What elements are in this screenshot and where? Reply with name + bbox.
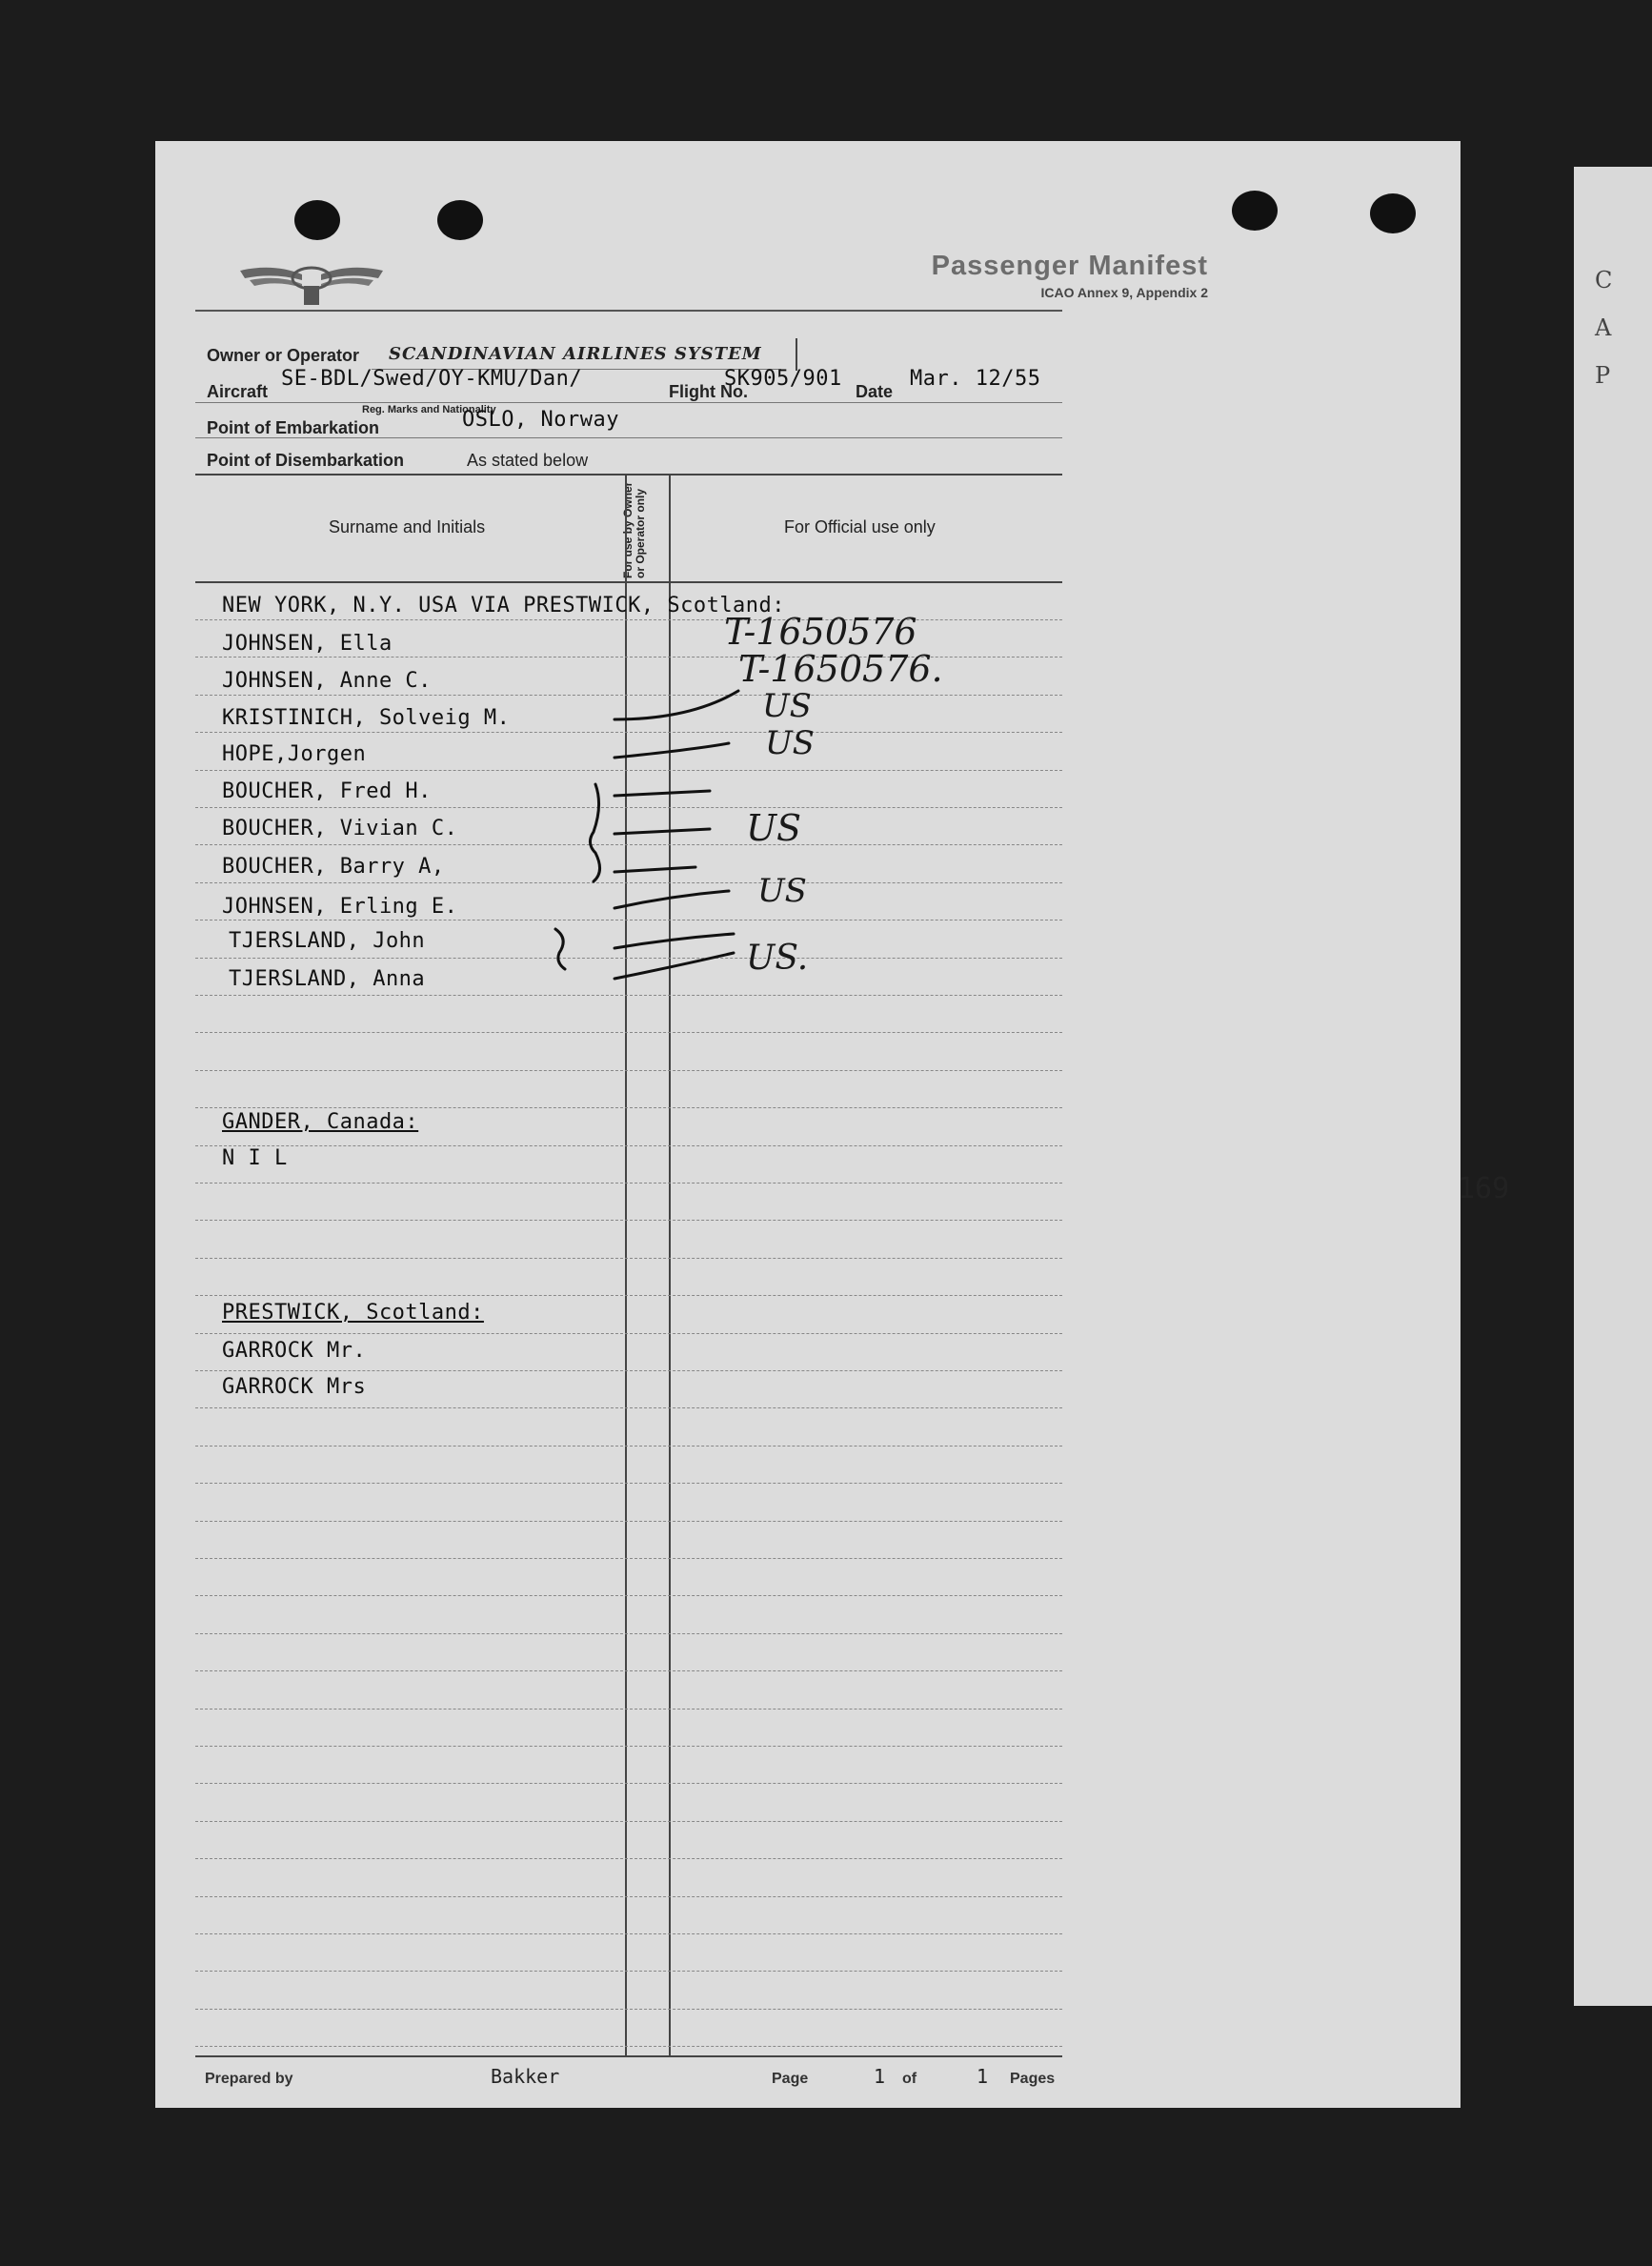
embarkation-label: Point of Embarkation [207,418,380,437]
passenger-name: JOHNSEN, Anne C. [222,669,432,693]
date-value: Mar. 12/55 [910,367,1041,391]
ruled-line [195,1558,1062,1559]
passenger-name: GARROCK Mr. [222,1339,367,1363]
manifest-page [155,141,1510,2108]
edge-glyph: P [1595,362,1611,389]
handwritten-us-mark: US [757,872,807,910]
ruled-line [195,1896,1062,1897]
handwritten-us-mark: US. [746,939,809,978]
prepared-by-value: Bakker [491,2065,560,2088]
ruled-line [195,1633,1062,1634]
aircraft-label: Aircraft [207,382,269,401]
passenger-name: JOHNSEN, Erling E. [222,895,458,919]
passenger-name: BOUCHER, Fred H. [222,779,432,803]
ruled-line [195,1333,1062,1334]
ruled-line [195,1183,1062,1184]
ruled-line [195,1933,1062,1934]
passenger-name: KRISTINICH, Solveig M. [222,706,511,730]
edge-glyph: A [1595,314,1612,341]
handwritten-us-mark: US [746,807,802,849]
ruled-line [195,1220,1062,1221]
ruled-line [195,1746,1062,1747]
ruled-line [195,1446,1062,1447]
page-total: 1 [977,2065,989,2088]
ruled-line [195,1971,1062,1972]
disembarkation-label: Point of Disembarkation [207,451,405,470]
handwritten-us-mark: US [765,724,815,762]
aircraft-value: SE-BDL/Swed/OY-KMU/Dan/ [281,367,583,391]
ruled-line [195,1145,1062,1146]
handwritten-visa-number: T-1650576. [738,648,943,690]
adjacent-page-edge [1574,167,1652,2006]
official-use-column-header: For Official use only [784,517,936,536]
handwritten-us-mark: US [762,687,812,725]
disembarkation-value: As stated below [467,451,589,470]
punch-hole [294,200,340,240]
passenger-name: JOHNSEN, Ella [222,632,393,656]
prepared-by-label: Prepared by [205,2071,293,2087]
of-label: of [902,2071,917,2087]
page-label: Page [772,2071,809,2087]
ruled-line [195,1295,1062,1296]
punch-hole [1370,193,1416,233]
ruled-line [195,1258,1062,1259]
punch-hole [1232,191,1278,231]
flight-value: SK905/901 [724,367,842,391]
reg-marks-label: Reg. Marks and Nationality [362,404,496,415]
passenger-name: TJERSLAND, Anna [229,967,426,991]
section-heading-new-york: NEW YORK, N.Y. USA VIA PRESTWICK, Scotland: [222,594,786,617]
date-label: Date [856,382,894,401]
embarkation-value: OSLO, Norway [462,408,619,432]
owner-label: Owner or Operator [207,346,360,365]
owner-value: SCANDINAVIAN AIRLINES SYSTEM [389,344,762,364]
stamp-number: 169 [1458,1172,1510,1205]
ruled-line [195,1670,1062,1671]
ruled-line [195,1858,1062,1859]
flight-label: Flight No. [669,382,748,401]
ruled-line [195,1709,1062,1710]
section-heading-gander: GANDER, Canada: [222,1110,419,1134]
handwritten-strokes [195,310,1062,1034]
passenger-name: BOUCHER, Vivian C. [222,817,458,840]
ruled-line [195,1821,1062,1822]
ruled-line [195,1370,1062,1371]
airline-wings-logo [235,253,388,311]
page-number: 1 [874,2065,886,2088]
owner-use-column-header: For use by Owner or Operator only [621,481,647,578]
pages-label: Pages [1010,2071,1056,2087]
ruled-line [195,1070,1062,1071]
passenger-name: HOPE,Jorgen [222,742,367,766]
footer-rule [195,2055,1062,2057]
surname-column-header: Surname and Initials [329,517,486,536]
passenger-name: GARROCK Mrs [222,1375,367,1399]
passenger-name: N I L [222,1146,288,1170]
edge-glyph: C [1595,267,1613,293]
ruled-line [195,1483,1062,1484]
form-subtitle: ICAO Annex 9, Appendix 2 [1040,285,1208,300]
ruled-line [195,2046,1062,2047]
ruled-line [195,1783,1062,1784]
ruled-line [195,1107,1062,1108]
ruled-line [195,1595,1062,1596]
handwritten-visa-number: T-1650576 [724,611,917,653]
ruled-line [195,1407,1062,1408]
section-heading-prestwick: PRESTWICK, Scotland: [222,1301,484,1325]
form-title: Passenger Manifest [931,251,1208,281]
ruled-line [195,1521,1062,1522]
passenger-name: TJERSLAND, John [229,929,426,953]
ruled-line [195,2009,1062,2010]
manifest-form [195,310,1220,2101]
passenger-name: BOUCHER, Barry A, [222,855,445,879]
punch-hole [437,200,483,240]
